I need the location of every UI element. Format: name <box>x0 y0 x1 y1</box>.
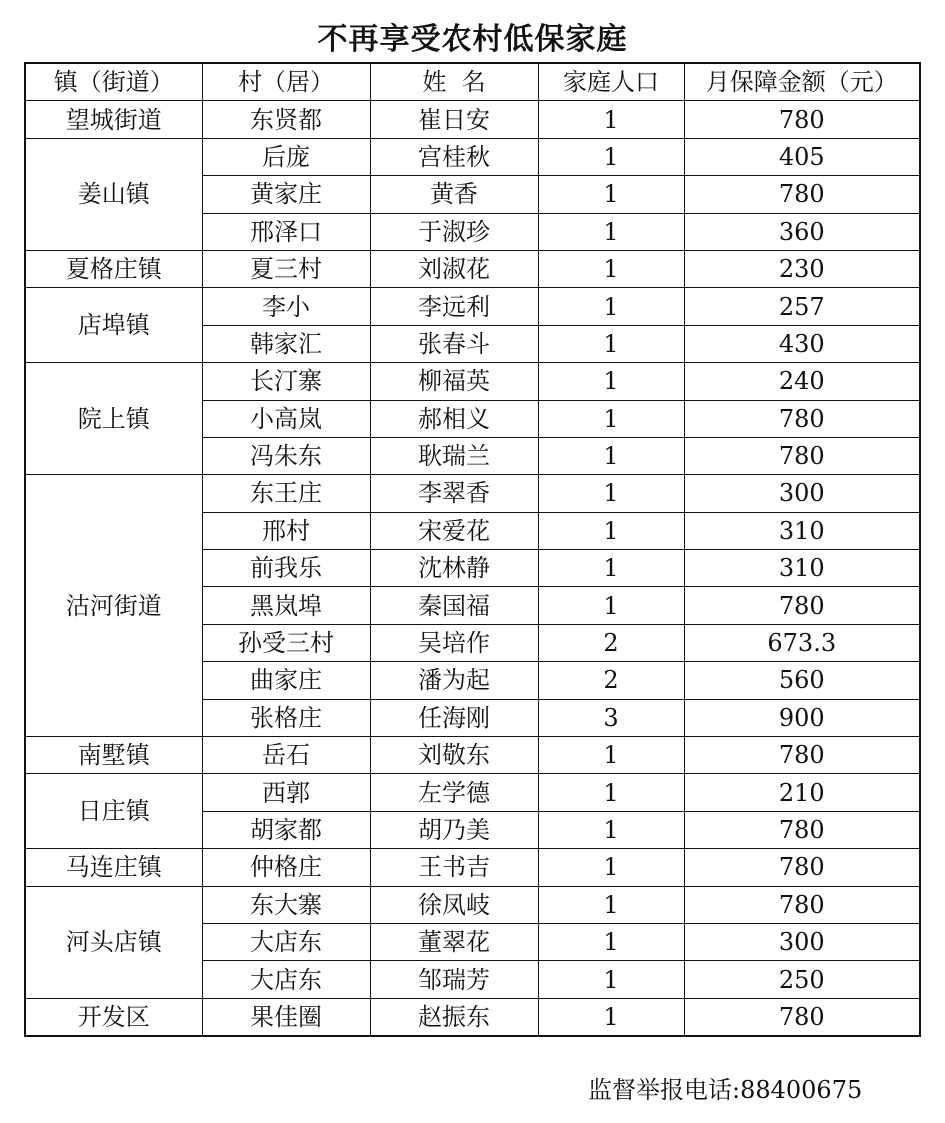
amount-cell: 405 <box>684 138 920 175</box>
people-cell: 1 <box>538 774 684 811</box>
village-cell: 岳石 <box>202 737 370 774</box>
amount-cell: 900 <box>684 699 920 736</box>
people-cell: 1 <box>538 101 684 138</box>
amount-cell: 230 <box>684 250 920 287</box>
people-cell: 1 <box>538 923 684 960</box>
people-cell: 1 <box>538 176 684 213</box>
name-cell: 邹瑞芳 <box>370 961 538 998</box>
amount-cell: 560 <box>684 662 920 699</box>
name-cell: 左学德 <box>370 774 538 811</box>
amount-cell: 780 <box>684 101 920 138</box>
amount-cell: 240 <box>684 363 920 400</box>
town-cell: 店埠镇 <box>25 288 202 363</box>
amount-cell: 780 <box>684 176 920 213</box>
people-cell: 1 <box>538 512 684 549</box>
village-cell: 李小 <box>202 288 370 325</box>
header-row <box>25 63 920 101</box>
table-row <box>25 250 920 287</box>
name-cell: 刘淑花 <box>370 250 538 287</box>
village-cell: 孙受三村 <box>202 624 370 661</box>
amount-cell: 430 <box>684 325 920 362</box>
people-cell: 1 <box>538 475 684 512</box>
name-cell: 沈林静 <box>370 550 538 587</box>
village-cell: 果佳圈 <box>202 998 370 1036</box>
amount-cell: 780 <box>684 998 920 1036</box>
table-row <box>25 774 920 811</box>
village-cell: 仲格庄 <box>202 849 370 886</box>
table-row <box>25 288 920 325</box>
village-cell: 曲家庄 <box>202 662 370 699</box>
report-phone: 监督举报电话:88400675 <box>588 1076 863 1104</box>
village-cell: 冯朱东 <box>202 437 370 474</box>
table-row <box>25 737 920 774</box>
people-cell: 1 <box>538 250 684 287</box>
table-row <box>25 363 920 400</box>
name-cell: 任海刚 <box>370 699 538 736</box>
amount-cell: 310 <box>684 550 920 587</box>
name-cell: 郝相义 <box>370 400 538 437</box>
name-cell: 董翠花 <box>370 923 538 960</box>
households-table <box>24 62 921 1037</box>
people-cell: 1 <box>538 998 684 1036</box>
town-cell: 夏格庄镇 <box>25 250 202 287</box>
town-cell: 马连庄镇 <box>25 849 202 886</box>
people-cell: 1 <box>538 213 684 250</box>
amount-cell: 257 <box>684 288 920 325</box>
village-cell: 东贤都 <box>202 101 370 138</box>
town-cell: 望城街道 <box>25 101 202 138</box>
table-row <box>25 886 920 923</box>
amount-cell: 780 <box>684 737 920 774</box>
town-cell: 日庄镇 <box>25 774 202 849</box>
town-cell: 院上镇 <box>25 363 202 475</box>
amount-cell: 360 <box>684 213 920 250</box>
amount-cell: 300 <box>684 923 920 960</box>
column-header-amount: 月保障金额（元） <box>684 63 920 101</box>
name-cell: 崔日安 <box>370 101 538 138</box>
name-cell: 黄香 <box>370 176 538 213</box>
name-cell: 于淑珍 <box>370 213 538 250</box>
amount-cell: 780 <box>684 437 920 474</box>
town-cell: 南墅镇 <box>25 737 202 774</box>
amount-cell: 210 <box>684 774 920 811</box>
village-cell: 后庞 <box>202 138 370 175</box>
amount-cell: 780 <box>684 849 920 886</box>
people-cell: 1 <box>538 961 684 998</box>
name-cell: 李翠香 <box>370 475 538 512</box>
people-cell: 1 <box>538 811 684 848</box>
town-cell: 沽河街道 <box>25 475 202 737</box>
amount-cell: 310 <box>684 512 920 549</box>
people-cell: 1 <box>538 587 684 624</box>
amount-cell: 780 <box>684 811 920 848</box>
name-cell: 王书吉 <box>370 849 538 886</box>
village-cell: 东王庄 <box>202 475 370 512</box>
village-cell: 邢泽口 <box>202 213 370 250</box>
name-cell: 宋爱花 <box>370 512 538 549</box>
name-cell: 秦国福 <box>370 587 538 624</box>
table-row <box>25 998 920 1036</box>
people-cell: 1 <box>538 886 684 923</box>
village-cell: 张格庄 <box>202 699 370 736</box>
name-cell: 刘敬东 <box>370 737 538 774</box>
column-header-people: 家庭人口 <box>538 63 684 101</box>
village-cell: 胡家都 <box>202 811 370 848</box>
village-cell: 邢村 <box>202 512 370 549</box>
people-cell: 1 <box>538 363 684 400</box>
name-cell: 李远利 <box>370 288 538 325</box>
name-cell: 胡乃美 <box>370 811 538 848</box>
town-cell: 姜山镇 <box>25 138 202 250</box>
people-cell: 1 <box>538 849 684 886</box>
amount-cell: 673.3 <box>684 624 920 661</box>
village-cell: 东大寨 <box>202 886 370 923</box>
people-cell: 1 <box>538 138 684 175</box>
name-cell: 宫桂秋 <box>370 138 538 175</box>
table-body <box>25 101 920 1036</box>
village-cell: 前我乐 <box>202 550 370 587</box>
people-cell: 1 <box>538 550 684 587</box>
name-cell: 张春斗 <box>370 325 538 362</box>
people-cell: 3 <box>538 699 684 736</box>
people-cell: 1 <box>538 325 684 362</box>
column-header-village: 村（居） <box>202 63 370 101</box>
people-cell: 1 <box>538 400 684 437</box>
amount-cell: 780 <box>684 587 920 624</box>
column-header-town: 镇（街道） <box>25 63 202 101</box>
village-cell: 大店东 <box>202 923 370 960</box>
village-cell: 黄家庄 <box>202 176 370 213</box>
village-cell: 长汀寨 <box>202 363 370 400</box>
table-row <box>25 101 920 138</box>
village-cell: 西郭 <box>202 774 370 811</box>
town-cell: 开发区 <box>25 998 202 1036</box>
column-header-name: 姓 名 <box>370 63 538 101</box>
name-cell: 耿瑞兰 <box>370 437 538 474</box>
name-cell: 柳福英 <box>370 363 538 400</box>
name-cell: 潘为起 <box>370 662 538 699</box>
people-cell: 1 <box>538 288 684 325</box>
table-row <box>25 849 920 886</box>
table-row <box>25 138 920 175</box>
people-cell: 2 <box>538 624 684 661</box>
village-cell: 黑岚埠 <box>202 587 370 624</box>
people-cell: 1 <box>538 437 684 474</box>
amount-cell: 300 <box>684 475 920 512</box>
amount-cell: 780 <box>684 400 920 437</box>
town-cell: 河头店镇 <box>25 886 202 998</box>
amount-cell: 780 <box>684 886 920 923</box>
amount-cell: 250 <box>684 961 920 998</box>
page-title: 不再享受农村低保家庭 <box>317 22 628 57</box>
name-cell: 吴培作 <box>370 624 538 661</box>
village-cell: 小高岚 <box>202 400 370 437</box>
village-cell: 大店东 <box>202 961 370 998</box>
people-cell: 2 <box>538 662 684 699</box>
name-cell: 赵振东 <box>370 998 538 1036</box>
name-cell: 徐凤岐 <box>370 886 538 923</box>
table-row <box>25 475 920 512</box>
village-cell: 夏三村 <box>202 250 370 287</box>
village-cell: 韩家汇 <box>202 325 370 362</box>
people-cell: 1 <box>538 737 684 774</box>
